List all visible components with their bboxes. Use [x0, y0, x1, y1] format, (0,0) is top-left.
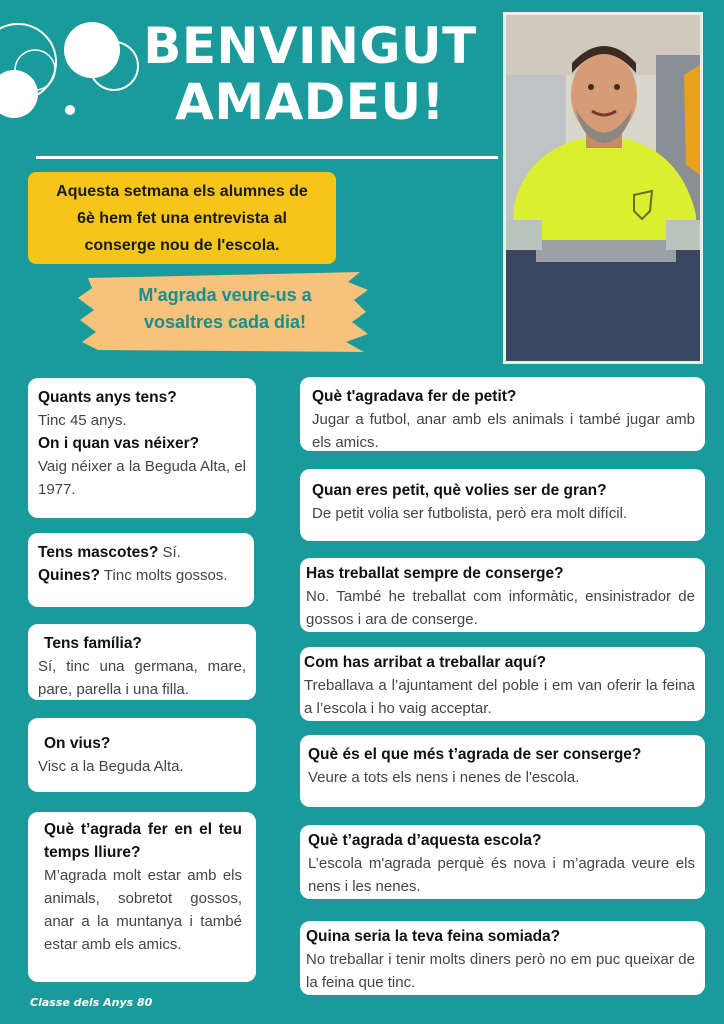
- decorative-circles: [0, 0, 150, 130]
- question-which: Quines?: [38, 567, 101, 584]
- answer-birth: Vaig néixer a la Beguda Alta, el 1977.: [38, 458, 246, 498]
- card-free-time: [28, 812, 256, 982]
- answer-free-time: M’agrada molt estar amb els animals, sobretot gossos, anar a la muntanya i també estar amb els amics.: [44, 867, 242, 953]
- answer-age: Tinc 45 anys.: [38, 412, 127, 429]
- answer-favorite-part: Veure a tots els nens i nenes de l'escola.: [308, 769, 580, 786]
- answer-pets: Sí.: [158, 544, 181, 561]
- answer-work-history: No. També he treballat com informàtic, ensinistrador de gossos i ara de conserge.: [306, 588, 695, 628]
- card-pets: [28, 533, 254, 607]
- answer-school-opinion: L’escola m'agrada perquè és nova i m’agrada veure els nens i les nenes.: [308, 855, 695, 895]
- quote-line-1: M'agrada veure-us a: [138, 285, 312, 305]
- card-how-arrived: [300, 647, 705, 721]
- card-age-birth: [28, 378, 256, 518]
- footer-credit: Classe dels Anys 80: [30, 996, 153, 1009]
- question-favorite-part: Què és el que més t’agrada de ser conserge?: [308, 746, 642, 763]
- portrait-photo: [503, 12, 703, 364]
- question-how-arrived: Com has arribat a treballar aquí?: [304, 654, 547, 671]
- card-childhood: [300, 377, 705, 451]
- quote-text: [90, 282, 360, 336]
- question-family: Tens família?: [44, 635, 142, 652]
- card-dream-job-child: [300, 469, 705, 541]
- card-family: [28, 624, 256, 700]
- portrait-illustration: [506, 15, 700, 361]
- card-school-opinion: [300, 825, 705, 899]
- title-line-2: AMADEU!: [175, 73, 445, 131]
- answer-family: Sí, tinc una germana, mare, pare, parella i una filla.: [38, 658, 246, 698]
- answer-dream-child: De petit volia ser futbolista, però era molt difícil.: [312, 505, 628, 522]
- question-dream-child: Quan eres petit, què volies ser de gran?: [312, 482, 607, 499]
- intro-line-2: 6è hem fet una entrevista al: [77, 210, 287, 227]
- intro-line-3: conserge nou de l'escola.: [84, 237, 280, 254]
- answer-how-arrived: Treballava a l’ajuntament del poble i em van oferir la feina a l’escola i ho vaig acceptar.: [304, 677, 695, 717]
- page-title: [140, 18, 480, 130]
- question-free-time: Què t’agrada fer en el teu temps lliure?: [44, 821, 242, 861]
- intro-line-1: Aquesta setmana els alumnes de: [56, 183, 308, 200]
- question-school-opinion: Què t’agrada d’aquesta escola?: [308, 832, 542, 849]
- question-birth: On i quan vas néixer?: [38, 435, 200, 452]
- card-residence: [28, 718, 256, 792]
- answer-residence: Visc a la Beguda Alta.: [38, 758, 184, 775]
- card-work-history: [300, 558, 705, 632]
- answer-dream-job: No treballar i tenir molts diners però no em puc queixar de la feina que tinc.: [306, 951, 695, 991]
- quote-line-2: vosaltres cada dia!: [143, 312, 307, 332]
- question-childhood: Què t'agradava fer de petit?: [312, 388, 517, 405]
- question-age: Quants anys tens?: [38, 389, 177, 406]
- card-dream-job: [300, 921, 705, 995]
- intro-text: [28, 178, 336, 259]
- title-underline: [36, 156, 498, 159]
- question-work-history: Has treballat sempre de conserge?: [306, 565, 564, 582]
- title-line-1: BENVINGUT: [143, 17, 477, 75]
- answer-childhood: Jugar a futbol, anar amb els animals i també jugar amb els amics.: [312, 411, 695, 451]
- card-favorite-part: [300, 735, 705, 807]
- question-residence: On vius?: [44, 735, 111, 752]
- answer-which: Tinc molts gossos.: [100, 567, 228, 584]
- question-dream-job: Quina seria la teva feina somiada?: [306, 928, 561, 945]
- question-pets: Tens mascotes?: [38, 544, 159, 561]
